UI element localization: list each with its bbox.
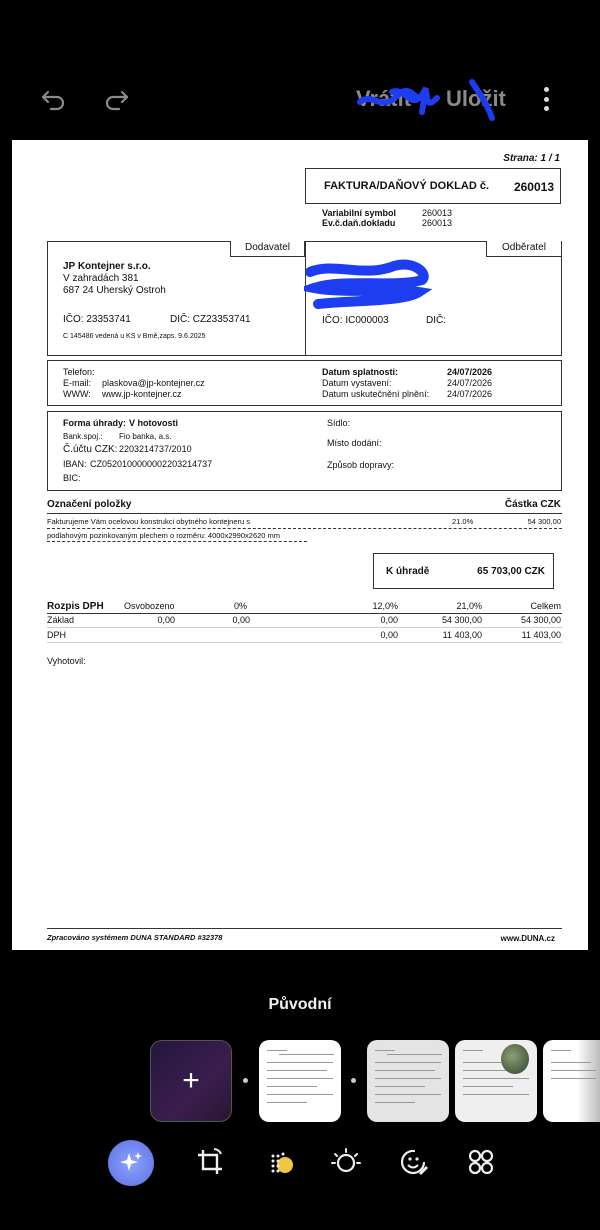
item-end-divider: [47, 541, 307, 542]
iban-label: IBAN:: [63, 459, 87, 469]
vat-amount-21: 11 403,00: [442, 630, 482, 640]
thumbnail-version-4[interactable]: [543, 1040, 600, 1122]
vat-base-exempt: 0,00: [157, 615, 175, 625]
save-button[interactable]: Uložit: [446, 86, 506, 111]
items-header: Označení položky: [47, 499, 132, 510]
tax-doc-label: Ev.č.daň.dokladu: [322, 218, 396, 228]
due-date-label: Datum splatnosti:: [322, 367, 399, 377]
variable-symbol: 260013: [422, 208, 453, 218]
vat-end-line: [47, 642, 562, 643]
bank-label: Bank.spoj.:: [63, 432, 103, 441]
vat-base-0: 0,00: [232, 615, 250, 625]
issued-date: 24/07/2026: [447, 378, 493, 388]
sticker-image: [501, 1044, 529, 1074]
total-due-amount: 65 703,00 CZK: [477, 566, 545, 577]
customer-tab: Odběratel: [486, 241, 562, 257]
vat-header-total: Celkem: [530, 601, 561, 611]
vat-header-exempt: Osvobozeno: [124, 601, 175, 611]
account-label: Č.účtu CZK:: [63, 444, 118, 455]
revert-button[interactable]: Vrátit: [356, 86, 412, 111]
supplier-register: C 145486 vedená u KS v Brně,zaps. 9.6.2025: [63, 333, 206, 340]
crop-rotate-icon[interactable]: [188, 1140, 232, 1184]
supplier-street: V zahradách 381: [63, 273, 139, 284]
payment-method: V hotovosti: [129, 418, 178, 428]
vat-base-label: Základ: [47, 615, 75, 625]
supplier-city: 687 24 Uherský Ostroh: [63, 285, 166, 296]
vat-header-12: 12,0%: [372, 601, 398, 611]
web-value: www.jp-kontejner.cz: [102, 389, 182, 399]
vat-base-total: 54 300,00: [520, 615, 561, 625]
email-label: E-mail:: [63, 378, 92, 388]
filter-icon[interactable]: [259, 1140, 303, 1184]
variable-symbol-label: Variabilní symbol: [322, 208, 397, 218]
tax-doc-number: 260013: [422, 218, 453, 228]
more-tools-icon[interactable]: [459, 1140, 503, 1184]
item-vat: 21.0%: [452, 517, 474, 526]
iban-value: CZ0520100000002203214737: [90, 459, 213, 469]
bank-value: Fio banka, a.s.: [119, 432, 172, 441]
delivery-place-label: Místo dodání:: [327, 438, 382, 448]
due-date: 24/07/2026: [447, 367, 493, 377]
customer-dic: DIČ:: [426, 315, 446, 326]
vat-header-0: 0%: [234, 601, 248, 611]
item-line-2: podlahovým pozinkovaným plechem o rozměru: 4000x2990x2620 mm: [47, 531, 281, 540]
items-header-line: [47, 513, 562, 514]
vat-amount-label: DPH: [47, 630, 67, 640]
undo-icon[interactable]: [38, 84, 68, 114]
email-value: plaskova@jp-kontejner.cz: [102, 378, 205, 388]
vat-header-21: 21,0%: [456, 601, 482, 611]
web-label: WWW:: [63, 389, 91, 399]
redaction-scribble: [304, 258, 434, 310]
footer-system: Zpracováno systémem DUNA STANDARD #32378: [47, 933, 223, 942]
sticker-draw-icon[interactable]: [392, 1140, 436, 1184]
add-version-button[interactable]: +: [150, 1040, 232, 1122]
invoice-title: FAKTURA/DAŇOVÝ DOKLAD č.: [324, 180, 490, 192]
supplier-name: JP Kontejner s.r.o.: [63, 261, 151, 272]
total-due-label: K úhradě: [386, 566, 430, 577]
vat-table-title: Rozpis DPH: [47, 601, 104, 612]
footer-website: www.DUNA.cz: [500, 934, 555, 943]
customer-ico: IČO: IC000003: [322, 315, 389, 326]
total-due-box: [373, 553, 554, 589]
phone-label: Telefon:: [63, 367, 95, 377]
account-value: 2203214737/2010: [119, 444, 192, 454]
transport-label: Způsob dopravy:: [327, 460, 395, 470]
item-amount: 54 300,00: [527, 517, 561, 526]
original-label: Původní: [268, 996, 332, 1013]
vat-base-12: 0,00: [380, 615, 398, 625]
ai-sparkle-icon[interactable]: [108, 1140, 154, 1186]
vat-amount-total: 11 403,00: [521, 630, 561, 640]
separator-dot: [351, 1078, 356, 1083]
vat-base-21: 54 300,00: [441, 615, 482, 625]
supplier-ico: IČO: 23353741: [63, 314, 131, 325]
footer-line: [47, 928, 562, 929]
thumbnail-version-3[interactable]: [455, 1040, 537, 1122]
brightness-icon[interactable]: [324, 1140, 368, 1184]
taxable-date-label: Datum uskutečnění plnění:: [322, 389, 430, 399]
invoice-title-box: [305, 168, 561, 204]
bic-label: BIC:: [63, 473, 81, 483]
taxable-date: 24/07/2026: [447, 389, 493, 399]
version-thumbnails: [0, 1040, 600, 1126]
amount-header: Částka CZK: [504, 499, 561, 510]
payment-method-label: Forma úhrady:: [63, 418, 127, 428]
item-line-1: Fakturujeme Vám ocelovou konstrukci obytného kontejneru s: [47, 517, 251, 526]
issued-by-label: Vyhotovil:: [47, 656, 86, 666]
more-options-icon[interactable]: [534, 84, 558, 114]
separator-dot: [243, 1078, 248, 1083]
vat-header-line: [47, 613, 562, 614]
invoice-document: [12, 140, 588, 950]
page-indicator: Strana: 1 / 1: [503, 153, 560, 164]
issued-date-label: Datum vystavení:: [322, 378, 392, 388]
vat-amount-12: 0,00: [380, 630, 398, 640]
thumbnail-version-2[interactable]: [367, 1040, 449, 1122]
supplier-dic: DIČ: CZ23353741: [170, 314, 251, 325]
supplier-tab: Dodavatel: [230, 241, 305, 257]
invoice-number: 260013: [513, 180, 554, 194]
thumbnail-version-1[interactable]: [259, 1040, 341, 1122]
editing-toolbar: [0, 1140, 600, 1220]
redo-icon[interactable]: [102, 84, 132, 114]
item-divider: [47, 528, 562, 529]
seat-label: Sídlo:: [327, 418, 351, 428]
top-bar: [0, 0, 600, 140]
vat-row-line: [47, 627, 562, 628]
